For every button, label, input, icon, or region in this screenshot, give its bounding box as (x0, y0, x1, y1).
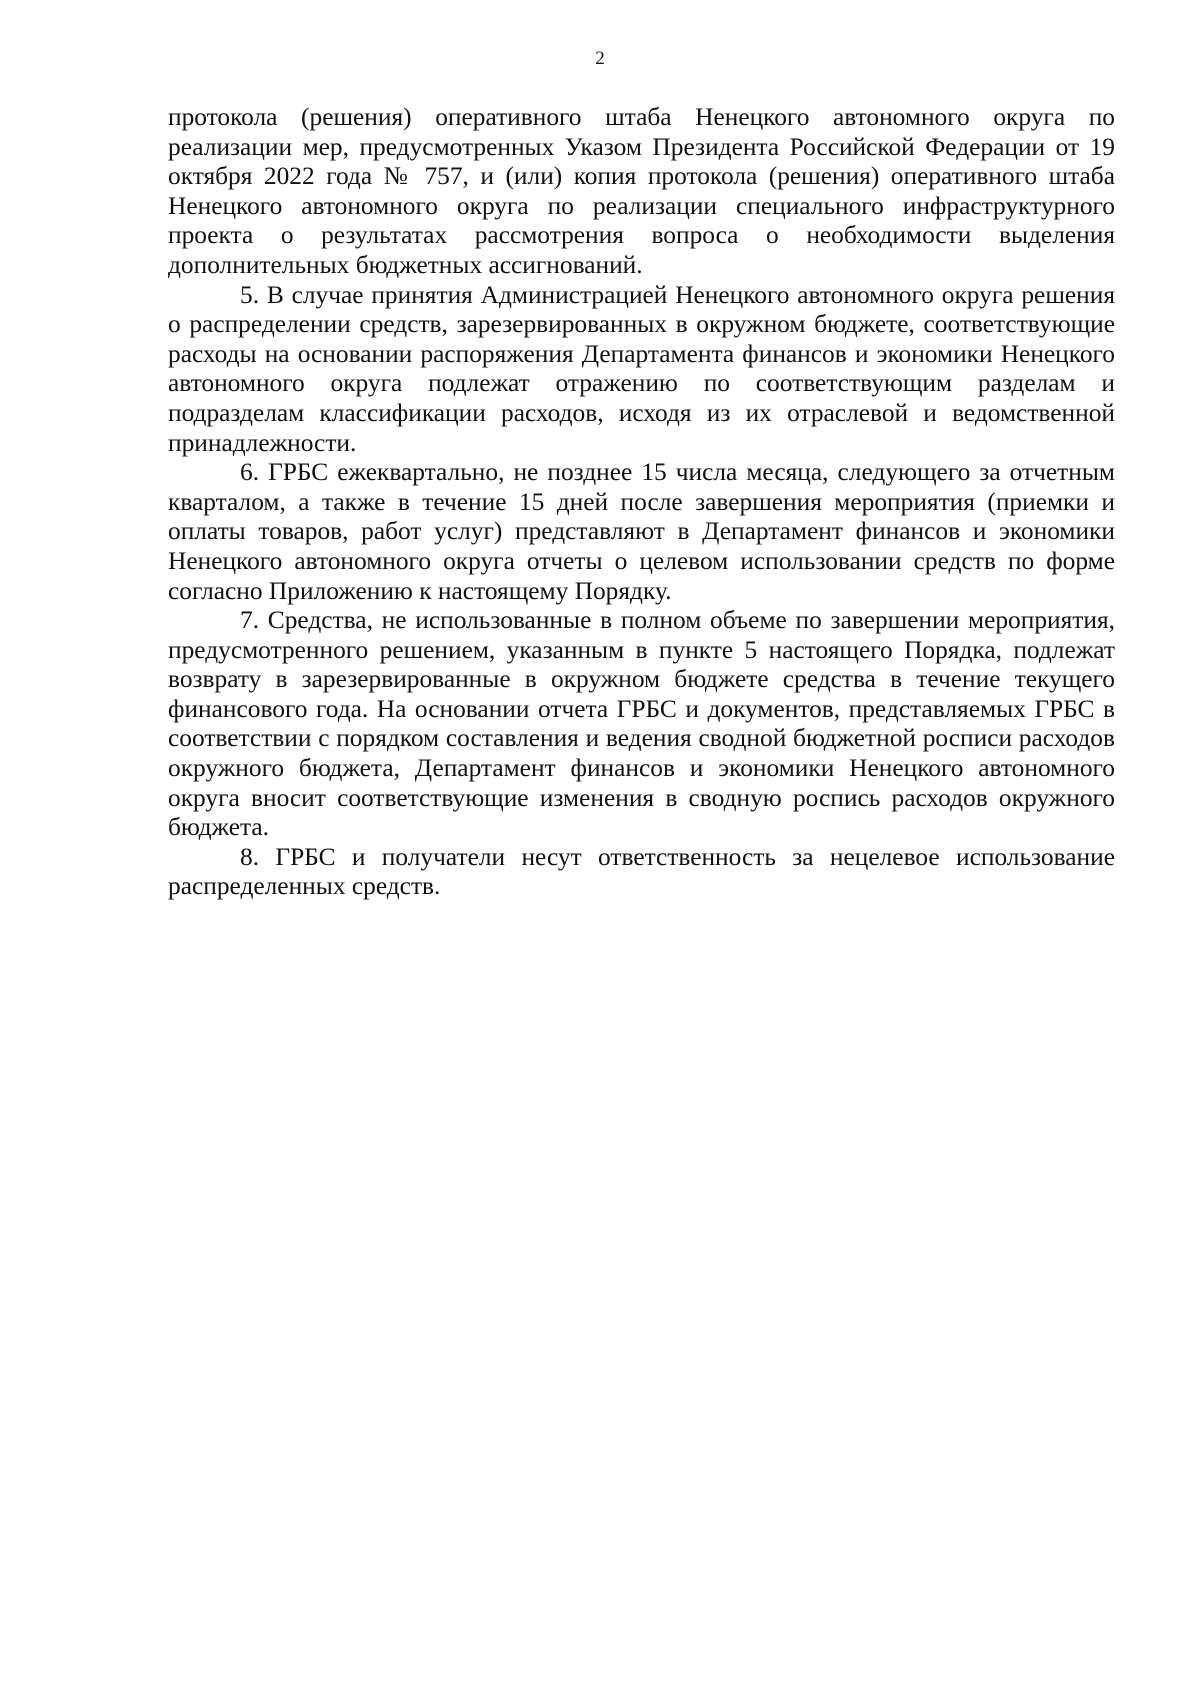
paragraph-continuation: протокола (решения) оперативного штаба Ненецкого автономного округа по реализации мер, предусмотренных Указом Президента Российской Федерации от 19 октября 2022 года № 757, и (или) копия протокола (решения) оперативного штаба Ненецкого автономного округа по реализации специального инфраструктурного проекта о результатах рассмотрения вопроса о необходимости выделения дополнительных бюджетных ассигнований. (168, 103, 1115, 279)
paragraph-8: 8. ГРБС и получатели несут ответственность за нецелевое использование распределенных средств. (168, 842, 1115, 901)
paragraph-6: 6. ГРБС ежеквартально, не позднее 15 числа месяца, следующего за отчетным кварталом, а также в течение 15 дней после завершения мероприятия (приемки и оплаты товаров, работ услуг) представляют в Департамент финансов и экономики Ненецкого автономного округа отчеты о целевом использовании средств по форме согласно Приложению к настоящему Порядку. (168, 458, 1115, 605)
document-body (168, 103, 1115, 902)
paragraph-7: 7. Средства, не использованные в полном объеме по завершении мероприятия, предусмотренного решением, указанным в пункте 5 настоящего Порядка, подлежат возврату в зарезервированные в окружном бюджете средства в течение текущего финансового года. На основании отчета ГРБС и документов, представляемых ГРБС в соответствии с порядком составления и ведения сводной бюджетной росписи расходов окружного бюджета, Департамент финансов и экономики Ненецкого автономного округа вносит соответствующие изменения в сводную роспись расходов окружного бюджета. (168, 606, 1115, 842)
page-number: 2 (595, 48, 605, 69)
paragraph-5: 5. В случае принятия Администрацией Ненецкого автономного округа решения о распределении средств, зарезервированных в окружном бюджете, соответствующие расходы на основании распоряжения Департамента финансов и экономики Ненецкого автономного округа подлежат отражению по соответствующим разделам и подразделам классификации расходов, исходя из их отраслевой и ведомственной принадлежности. (168, 280, 1115, 457)
